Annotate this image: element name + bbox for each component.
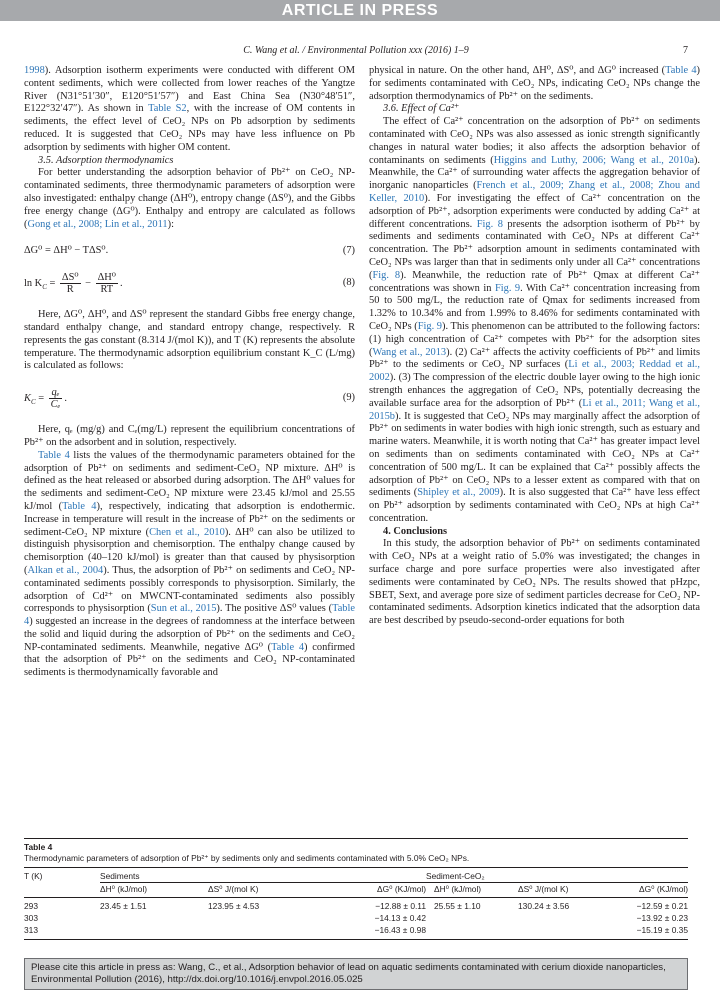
figure-link[interactable]: Fig. 9 (417, 320, 442, 332)
table-link[interactable]: Table 4 (24, 603, 356, 628)
equation-7: ΔG⁰ = ΔH⁰ − TΔS⁰. (7) (24, 245, 355, 257)
section-heading-4: 4. Conclusions (383, 525, 448, 537)
journal-citation: C. Wang et al. / Environmental Pollution xxx (2016) 1–9 (243, 45, 469, 56)
col-header-dg: ΔG⁰ (KJ/mol) (610, 883, 688, 898)
section-heading-3-6: 3.6. Effect of Ca²⁺ (383, 103, 460, 115)
group-header-sediment-ceo2: Sediment-CeO₂ (426, 868, 688, 883)
table-link[interactable]: Table 4 (665, 65, 697, 76)
citation-link[interactable]: Wang et al., 2013 (372, 346, 447, 358)
equation-8: $\ln K_C$ = $\frac{\text{ΔS⁰}}{R}$ − $\frac{\text{ΔH⁰}}{RT}$ . (8) (24, 272, 355, 296)
paragraph: For better understanding the adsorption behavior of Pb²⁺ on CeO₂ NP-contaminated sediments, three thermodynamic parameters of adsorption were also investigated: enthalpy change (ΔH⁰), entropy change (ΔS⁰), and the Gibbs free energy change (ΔG⁰). Enthalpy and entropy are calculated as follows (Gong et al., 2008; Lin et al., 2011): (24, 167, 355, 230)
table-caption: Thermodynamic parameters of adsorption of Pb²⁺ by sediments only and sediments contaminated with 5.0% CeO₂ NPs. (24, 853, 470, 863)
table-4 (24, 842, 688, 940)
citation-link[interactable]: Alkan et al., 2004 (27, 564, 104, 576)
table-link[interactable]: Table 4 (271, 641, 305, 653)
thermodynamic-table (24, 867, 688, 940)
table-link[interactable]: Table S2 (148, 103, 187, 115)
citation-link[interactable]: Gong et al., 2008; Lin et al., 2011 (27, 218, 168, 230)
col-header-dg: ΔG⁰ (KJ/mol) (316, 883, 426, 898)
table-separator-rule (24, 838, 688, 839)
article-in-press-banner: ARTICLE IN PRESS (0, 0, 720, 21)
table-row: 313 −16.43 ± 0.98 −15.19 ± 0.35 (24, 924, 688, 940)
citation-link[interactable]: Li et al., 2011; Wang et al., 2015b (369, 397, 701, 422)
paragraph: In this study, the adsorption behavior of Pb²⁺ on sediments contaminated with CeO₂ NPs at a weight ratio of 5.0% was investigated; the changes in surface charge and pore surface properties were also investigated after sediments were contaminated by CeO₂ NPs. The results showed that pHzpc, SBET, Sext, and average pore size of sediment particles decrease for CeO₂ NP-contaminated sediments. Adsorption kinetics indicated that the adsorption data are best described by pseudo-second-order equations for both (369, 538, 700, 627)
paragraph: Here, ΔG⁰, ΔH⁰, and ΔS⁰ represent the standard Gibbs free energy change, standard enthalpy change, and standard entropy change, respectively. R represents the gas constant (8.314 J/(mol K)), and T (K) represents the absolute temperature. The thermodynamic adsorption equilibrium constant K_C (L/mg) is calculated as follows: (24, 309, 355, 372)
section-heading-3-5: 3.5. Adsorption thermodynamics (38, 154, 174, 166)
table-subheader-row (24, 883, 688, 898)
equation-9: $K_C$ = $\frac{\text{qₑ}}{\text{Cₑ}}$ . (9) (24, 387, 355, 411)
table-header-row (24, 868, 688, 883)
citation-link[interactable]: Chen et al., 2010 (149, 526, 225, 538)
table-link[interactable]: Table 4 (38, 449, 70, 461)
cite-this-article-box: Please cite this article in press as: Wang, C., et al., Adsorption behavior of lead on aquatic sediments contaminated with cerium dioxide nanoparticles, Environmental Pollution (2016), http://dx.doi.org/10.1016/j.envpol.2016.05.025 (24, 958, 688, 990)
figure-link[interactable]: Fig. 8 (372, 269, 401, 281)
col-header-dh: ΔH⁰ (kJ/mol) (426, 883, 518, 898)
col-header-dh: ΔH⁰ (kJ/mol) (100, 883, 208, 898)
table-row: 303 −14.13 ± 0.42 −13.92 ± 0.23 (24, 913, 688, 923)
paragraph: Table 4 lists the values of the thermodynamic parameters obtained for the adsorption of Pb²⁺ on sediments and sediment-CeO₂ NP mixture. ΔH⁰ is defined as the heat released or absorbed during adsorption. The ΔH⁰ values for the sediments and sediment-CeO₂ NP mixture were 23.45 kJ/mol and 25.55 kJ/mol (Table 4), respectively, indicating that adsorption is endothermic. Increase in temperature will result in the increase of Pb²⁺ on the sediments or sediment-CeO₂ NP mixture (Chen et al., 2010). ΔH⁰ can also be utilized to distinguish physisorption and chemisorption. The enthalpy change caused by chemisorption (40–120 kJ/mol) is greater than that caused by physisorption (Alkan et al., 2004). Thus, the adsorption of Pb²⁺ on sediments and CeO₂ NP-contaminated sediments possibly corresponds to physisorption. Similarly, the adsorption of Cd²⁺ on MWCNT-contaminated sediments also possibly corresponds to physisorption (Sun et al., 2015). The positive ΔS⁰ values (Table 4) suggested an increase in the degrees of randomness at the interface between the solid and liquid during the adsorption of Pb²⁺ on the sediments and CeO₂ NP-contaminated sediments. Meanwhile, negative ΔG⁰ (Table 4) confirmed that the adsorption of Pb²⁺ on the sediments and CeO₂ NP-contaminated sediments is thermodynamically favorable and (24, 449, 356, 679)
citation-link[interactable]: Li et al., 2003; Reddad et al., 2002 (369, 359, 700, 384)
col-header-ds: ΔS⁰ J/(mol K) (208, 883, 316, 898)
table-link[interactable]: Table 4 (62, 500, 97, 512)
col-header-t: T (K) (24, 868, 100, 883)
paragraph: 1998). Adsorption isotherm experiments were conducted with different OM content sediments, which were collected from lower reaches of the Yangtze River (N31°51′30″, E120°51′57″) and East China Sea (N30°48′51″, E122°32′47″). As shown in Table S2, with the increase of OM contents in sediments, the effect level of CeO₂ NPs on Pb adsorption by sediments reduced. It is suggested that CeO₂ NPs may have less influence on Pb adsorption by sediments with higher OM content. (24, 65, 356, 153)
citation-link[interactable]: Shipley et al., 2009 (417, 487, 500, 499)
figure-link[interactable]: Fig. 9 (494, 282, 521, 294)
paragraph: Here, qₑ (mg/g) and Cₑ(mg/L) represent the equilibrium concentrations of Pb²⁺ on the adsorbent and in solution, respectively. (24, 424, 355, 448)
group-header-sediments: Sediments (100, 868, 426, 883)
citation-link[interactable]: 1998 (24, 65, 45, 76)
figure-link[interactable]: Fig. 8 (476, 218, 503, 230)
citation-link[interactable]: Sun et al., 2015 (150, 603, 217, 615)
page-number: 7 (683, 45, 688, 56)
citation-link[interactable]: French et al., 2009; Zhang et al., 2008; Zhou and Keller, 2010 (369, 180, 700, 204)
paragraph: The effect of Ca²⁺ concentration on the adsorption of Pb²⁺ on sediments contaminated with CeO₂ NPs was also assessed as ionic strength significantly changes in natural water bodies; it also affects the adsorption behavior of contaminants on sediments (Higgins and Luthy, 2006; Wang et al., 2010a). Meanwhile, the Ca²⁺ of surrounding water affects the aggregation behavior of inorganic nanoparticles (French et al., 2009; Zhang et al., 2008; Zhou and Keller, 2010). For investigating the effect of Ca²⁺ concentration on the adsorption of Pb²⁺, adsorption experiments were conducted by adding Ca²⁺ at different concentrations. Fig. 8 presents the adsorption isotherm of Pb²⁺ by sediments and sediments contaminated with CeO₂ NPs at different Ca²⁺ concentration. The Pb²⁺ adsorption amount in sediments contaminated with CeO₂ NPs was larger than that in sediments only under all Ca²⁺ concentrations (Fig. 8). Meanwhile, the reduction rate of Pb²⁺ Qmax at different Ca²⁺ concentrations was shown in Fig. 9. With Ca²⁺ concentration increasing from 50 to 500 mg/L, the reduction rate of Qmax for sediments increased from 1.32% to 10.34% and from 1.99% to 8.46% for sediments contaminated with CeO₂ NPs (Fig. 9). This phenomenon can be attributed to the following factors: (1) high concentration of Ca²⁺ competes with Pb²⁺ for the adsorption sites (Wang et al., 2013). (2) Ca²⁺ affects the activity coefficients of Pb²⁺ and limits Pb²⁺ to the sediments or CeO₂ NP surfaces (Li et al., 2003; Reddad et al., 2002). (3) The compression of the electric double layer owing to the high ionic strength enhances the aggregation of CeO₂ NPs, potentially decreasing the available surface area for the adsorption of Pb²⁺ (Li et al., 2011; Wang et al., 2015b). It is suggested that CeO₂ NPs may marginally affect the adsorption of Pb²⁺ on sediments in water bodies with high ionic strength, such as estuary and marine waters. Meanwhile, it is worth noting that Ca²⁺ has greater impact level on sediments than on sediments contaminated with CeO₂ NPs at Ca²⁺ concentration of 500 mg/L. It can be explained that Ca²⁺ possibly affects the adsorption of Pb²⁺ on CeO₂ NPs to a lesser extent as compared with that on sediments (Shipley et al., 2009). It is also suggested that Ca²⁺ have less effect on Pb²⁺ adsorption by sediments contaminated with CeO₂ NPs at high Ca²⁺ concentration. (369, 116, 701, 524)
paragraph: physical in nature. On the other hand, ΔH⁰, ΔS⁰, and ΔG⁰ increased (Table 4) for sediments contaminated with CeO₂ NPs, indicating CeO₂ NPs change the adsorption thermodynamics of Pb²⁺ on the sediments. (369, 65, 700, 102)
left-column (24, 65, 355, 680)
citation-link[interactable]: Higgins and Luthy, 2006; Wang et al., 2010a (493, 154, 694, 166)
col-header-ds: ΔS⁰ J/(mol K) (518, 883, 610, 898)
right-column (369, 65, 700, 628)
table-row: 293 23.45 ± 1.51 123.95 ± 4.53 −12.88 ± 0.11 25.55 ± 1.10 130.24 ± 3.56 −12.59 ± 0.21 (24, 901, 688, 911)
table-label: Table 4 (24, 842, 53, 852)
